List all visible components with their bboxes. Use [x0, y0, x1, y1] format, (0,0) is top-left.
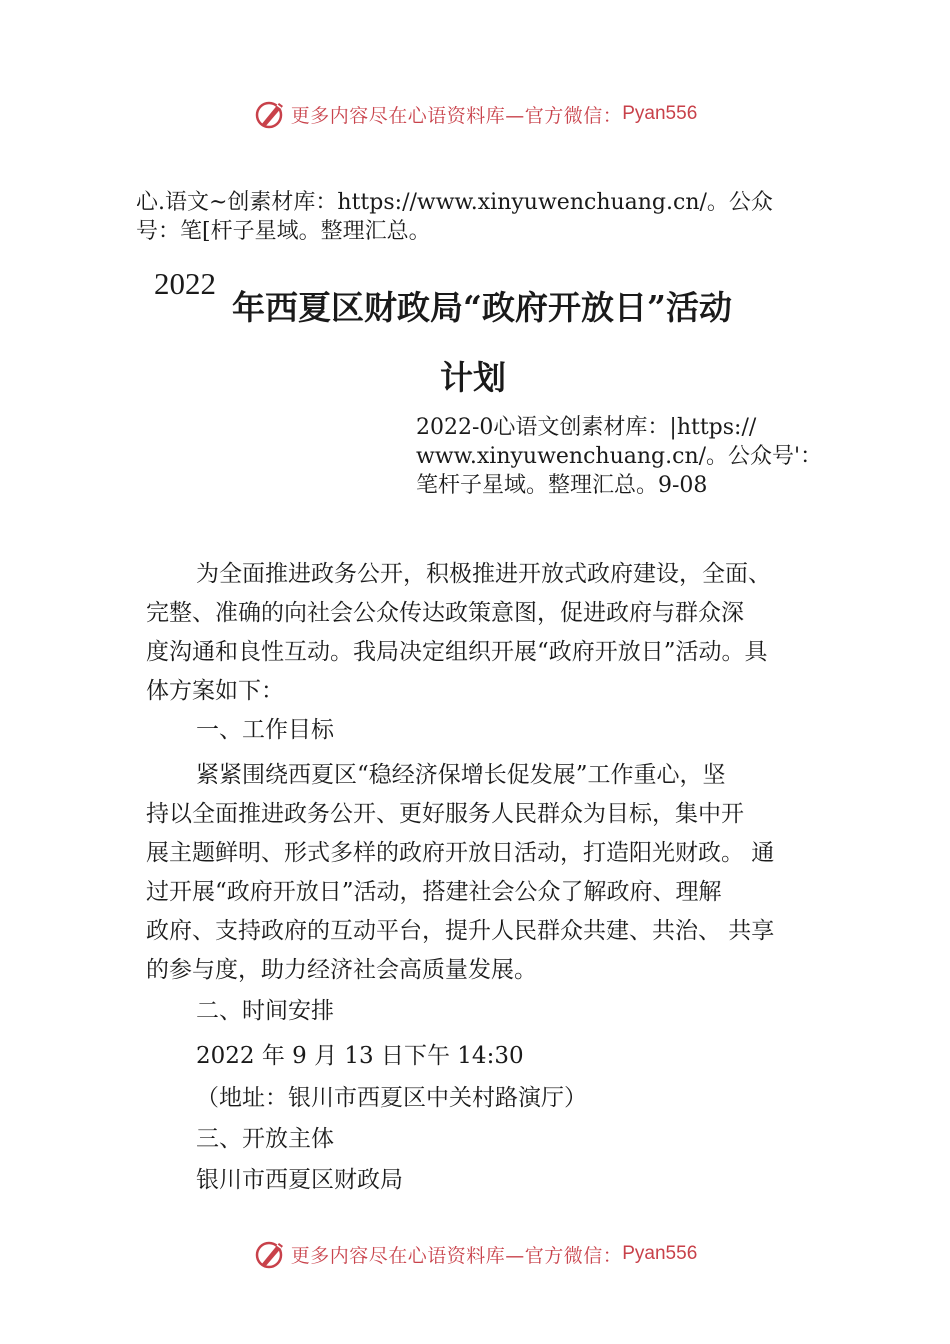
- pen-logo-icon: [253, 97, 287, 131]
- date-line-1: 2022-0心语文创素材库：|https://: [416, 415, 757, 440]
- date-line-2: www.xinyuwenchuang.cn/。公众号'：: [416, 444, 823, 469]
- paragraph-line: 为全面推进政务公开，积极推进开放式政府建设，全面、: [196, 561, 771, 587]
- page-title: 年西夏区财政局“政府开放日”活动: [232, 288, 732, 327]
- paragraph-line: 政府、支持政府的互动平台，提升人民群众共建、共治、 共享: [146, 918, 775, 944]
- banner-text: 更多内容尽在心语资料库—官方微信：: [290, 1244, 623, 1267]
- paragraph-line: 持以全面推进政务公开、更好服务人民群众为目标，集中开: [146, 801, 744, 827]
- paragraph-line: 体方案如下：: [146, 678, 284, 704]
- footer-banner: [0, 1234, 950, 1274]
- paragraph-line: 展主题鲜明、形式多样的政府开放日活动，打造阳光财政。 通: [146, 840, 775, 866]
- organizer: 银川市西夏区财政局: [196, 1167, 403, 1193]
- pen-logo-icon: [253, 1237, 287, 1271]
- paragraph-line: 完整、准确的向社会公众传达政策意图，促进政府与群众深: [146, 600, 744, 626]
- paragraph-line: 度沟通和良性互动。我局决定组织开展“政府开放日”活动。具: [146, 639, 768, 665]
- banner-text: 更多内容尽在心语资料库—官方微信：: [290, 104, 623, 127]
- page-title-line-2: 计划: [440, 358, 506, 397]
- paragraph-line: 的参与度，助力经济社会高质量发展。: [146, 957, 537, 983]
- banner-wechat-id: Pyan556: [622, 1243, 698, 1264]
- banner-wechat-id: Pyan556: [622, 103, 698, 124]
- schedule-address: （地址：银川市西夏区中关村路演厅）: [196, 1085, 587, 1111]
- title-year: 2022: [154, 266, 216, 301]
- section-heading: 二、时间安排: [196, 998, 334, 1024]
- date-line-3: 笔杆子星域。整理汇总。9-08: [416, 473, 708, 498]
- paragraph-line: 紧紧围绕西夏区“稳经济保增长促发展”工作重心，坚: [196, 762, 726, 788]
- section-heading: 一、工作目标: [196, 717, 334, 743]
- section-heading: 三、开放主体: [196, 1126, 334, 1152]
- header-banner: [0, 94, 950, 134]
- watermark-line-2: 号：笔[杆子星域。整理汇总。: [136, 219, 431, 244]
- watermark-line-1: 心.语文~创素材库：https://www.xinyuwenchuang.cn/。公众: [136, 190, 773, 215]
- schedule-time: 2022 年 9 月 13 日下午 14:30: [196, 1043, 524, 1069]
- paragraph-line: 过开展“政府开放日”活动，搭建社会公众了解政府、理解: [146, 879, 722, 905]
